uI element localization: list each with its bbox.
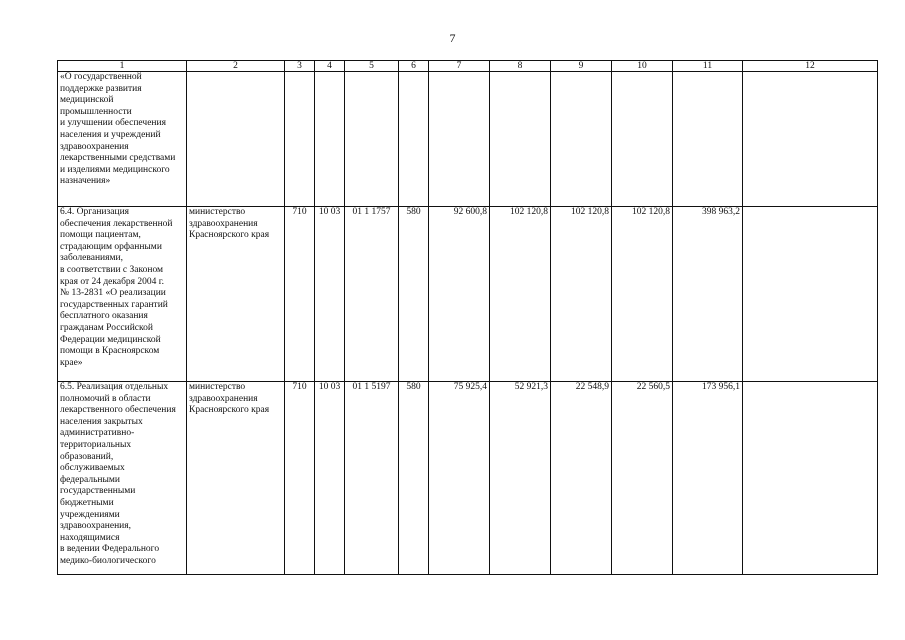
page-number: 7 [449, 31, 456, 45]
budget-table [57, 60, 878, 575]
column-number-row [58, 61, 878, 72]
administrator-cell: министерство здравоохранения Красноярского края [187, 382, 285, 575]
section-code-cell: 10 03 [315, 207, 345, 382]
amount-cell: 52 921,3 [490, 382, 551, 575]
column-header: 8 [490, 61, 551, 72]
grbs-code-cell: 710 [285, 207, 315, 382]
column-header: 7 [429, 61, 490, 72]
administrator-cell [187, 72, 285, 207]
section-code-cell: 10 03 [315, 382, 345, 575]
result-cell [743, 72, 878, 207]
target-article-cell: 01 1 5197 [345, 382, 399, 575]
result-cell [743, 382, 878, 575]
grbs-code-cell: 710 [285, 382, 315, 575]
table-row [58, 72, 878, 207]
total-cell: 398 963,2 [673, 207, 743, 382]
target-article-cell [345, 72, 399, 207]
administrator-cell: министерство здравоохранения Красноярского края [187, 207, 285, 382]
column-header: 11 [673, 61, 743, 72]
activity-name-cell: «О государственной поддержке развития медицинской промышленности и улучшении обеспечения населения и учреждений здравоохранения лекарственными средствами и изделиями медицинского назначения» [58, 72, 187, 207]
total-cell: 173 956,1 [673, 382, 743, 575]
table-row [58, 207, 878, 382]
amount-cell: 75 925,4 [429, 382, 490, 575]
expense-type-cell: 580 [399, 382, 429, 575]
column-header: 9 [551, 61, 612, 72]
amount-cell [612, 72, 673, 207]
column-header: 10 [612, 61, 673, 72]
column-header: 6 [399, 61, 429, 72]
result-cell [743, 207, 878, 382]
total-cell [673, 72, 743, 207]
column-header: 1 [58, 61, 187, 72]
column-header: 3 [285, 61, 315, 72]
amount-cell: 22 548,9 [551, 382, 612, 575]
amount-cell: 22 560,5 [612, 382, 673, 575]
amount-cell: 102 120,8 [612, 207, 673, 382]
amount-cell [429, 72, 490, 207]
column-header: 12 [743, 61, 878, 72]
expense-type-cell [399, 72, 429, 207]
amount-cell [551, 72, 612, 207]
column-header: 2 [187, 61, 285, 72]
target-article-cell: 01 1 1757 [345, 207, 399, 382]
activity-name-cell: 6.4. Организация обеспечения лекарственной помощи пациентам, страдающим орфанными заболеваниями, в соответствии с Законом края от 24 декабря 2004 г. № 13-2831 «О реализации государственных гарантий бесплатного оказания гражданам Российской Федерации медицинской помощи в Красноярском крае» [58, 207, 187, 382]
table-row [58, 382, 878, 575]
amount-cell: 92 600,8 [429, 207, 490, 382]
section-code-cell [315, 72, 345, 207]
amount-cell: 102 120,8 [551, 207, 612, 382]
amount-cell [490, 72, 551, 207]
column-header: 5 [345, 61, 399, 72]
column-header: 4 [315, 61, 345, 72]
activity-name-cell: 6.5. Реализация отдельных полномочий в области лекарственного обеспечения населения закрытых административно- территориальных образований, обслуживаемых федеральными государственными бюджетными учреждениями здравоохранения, находящимися в ведении Федерального медико-биологического [58, 382, 187, 575]
expense-type-cell: 580 [399, 207, 429, 382]
amount-cell: 102 120,8 [490, 207, 551, 382]
grbs-code-cell [285, 72, 315, 207]
